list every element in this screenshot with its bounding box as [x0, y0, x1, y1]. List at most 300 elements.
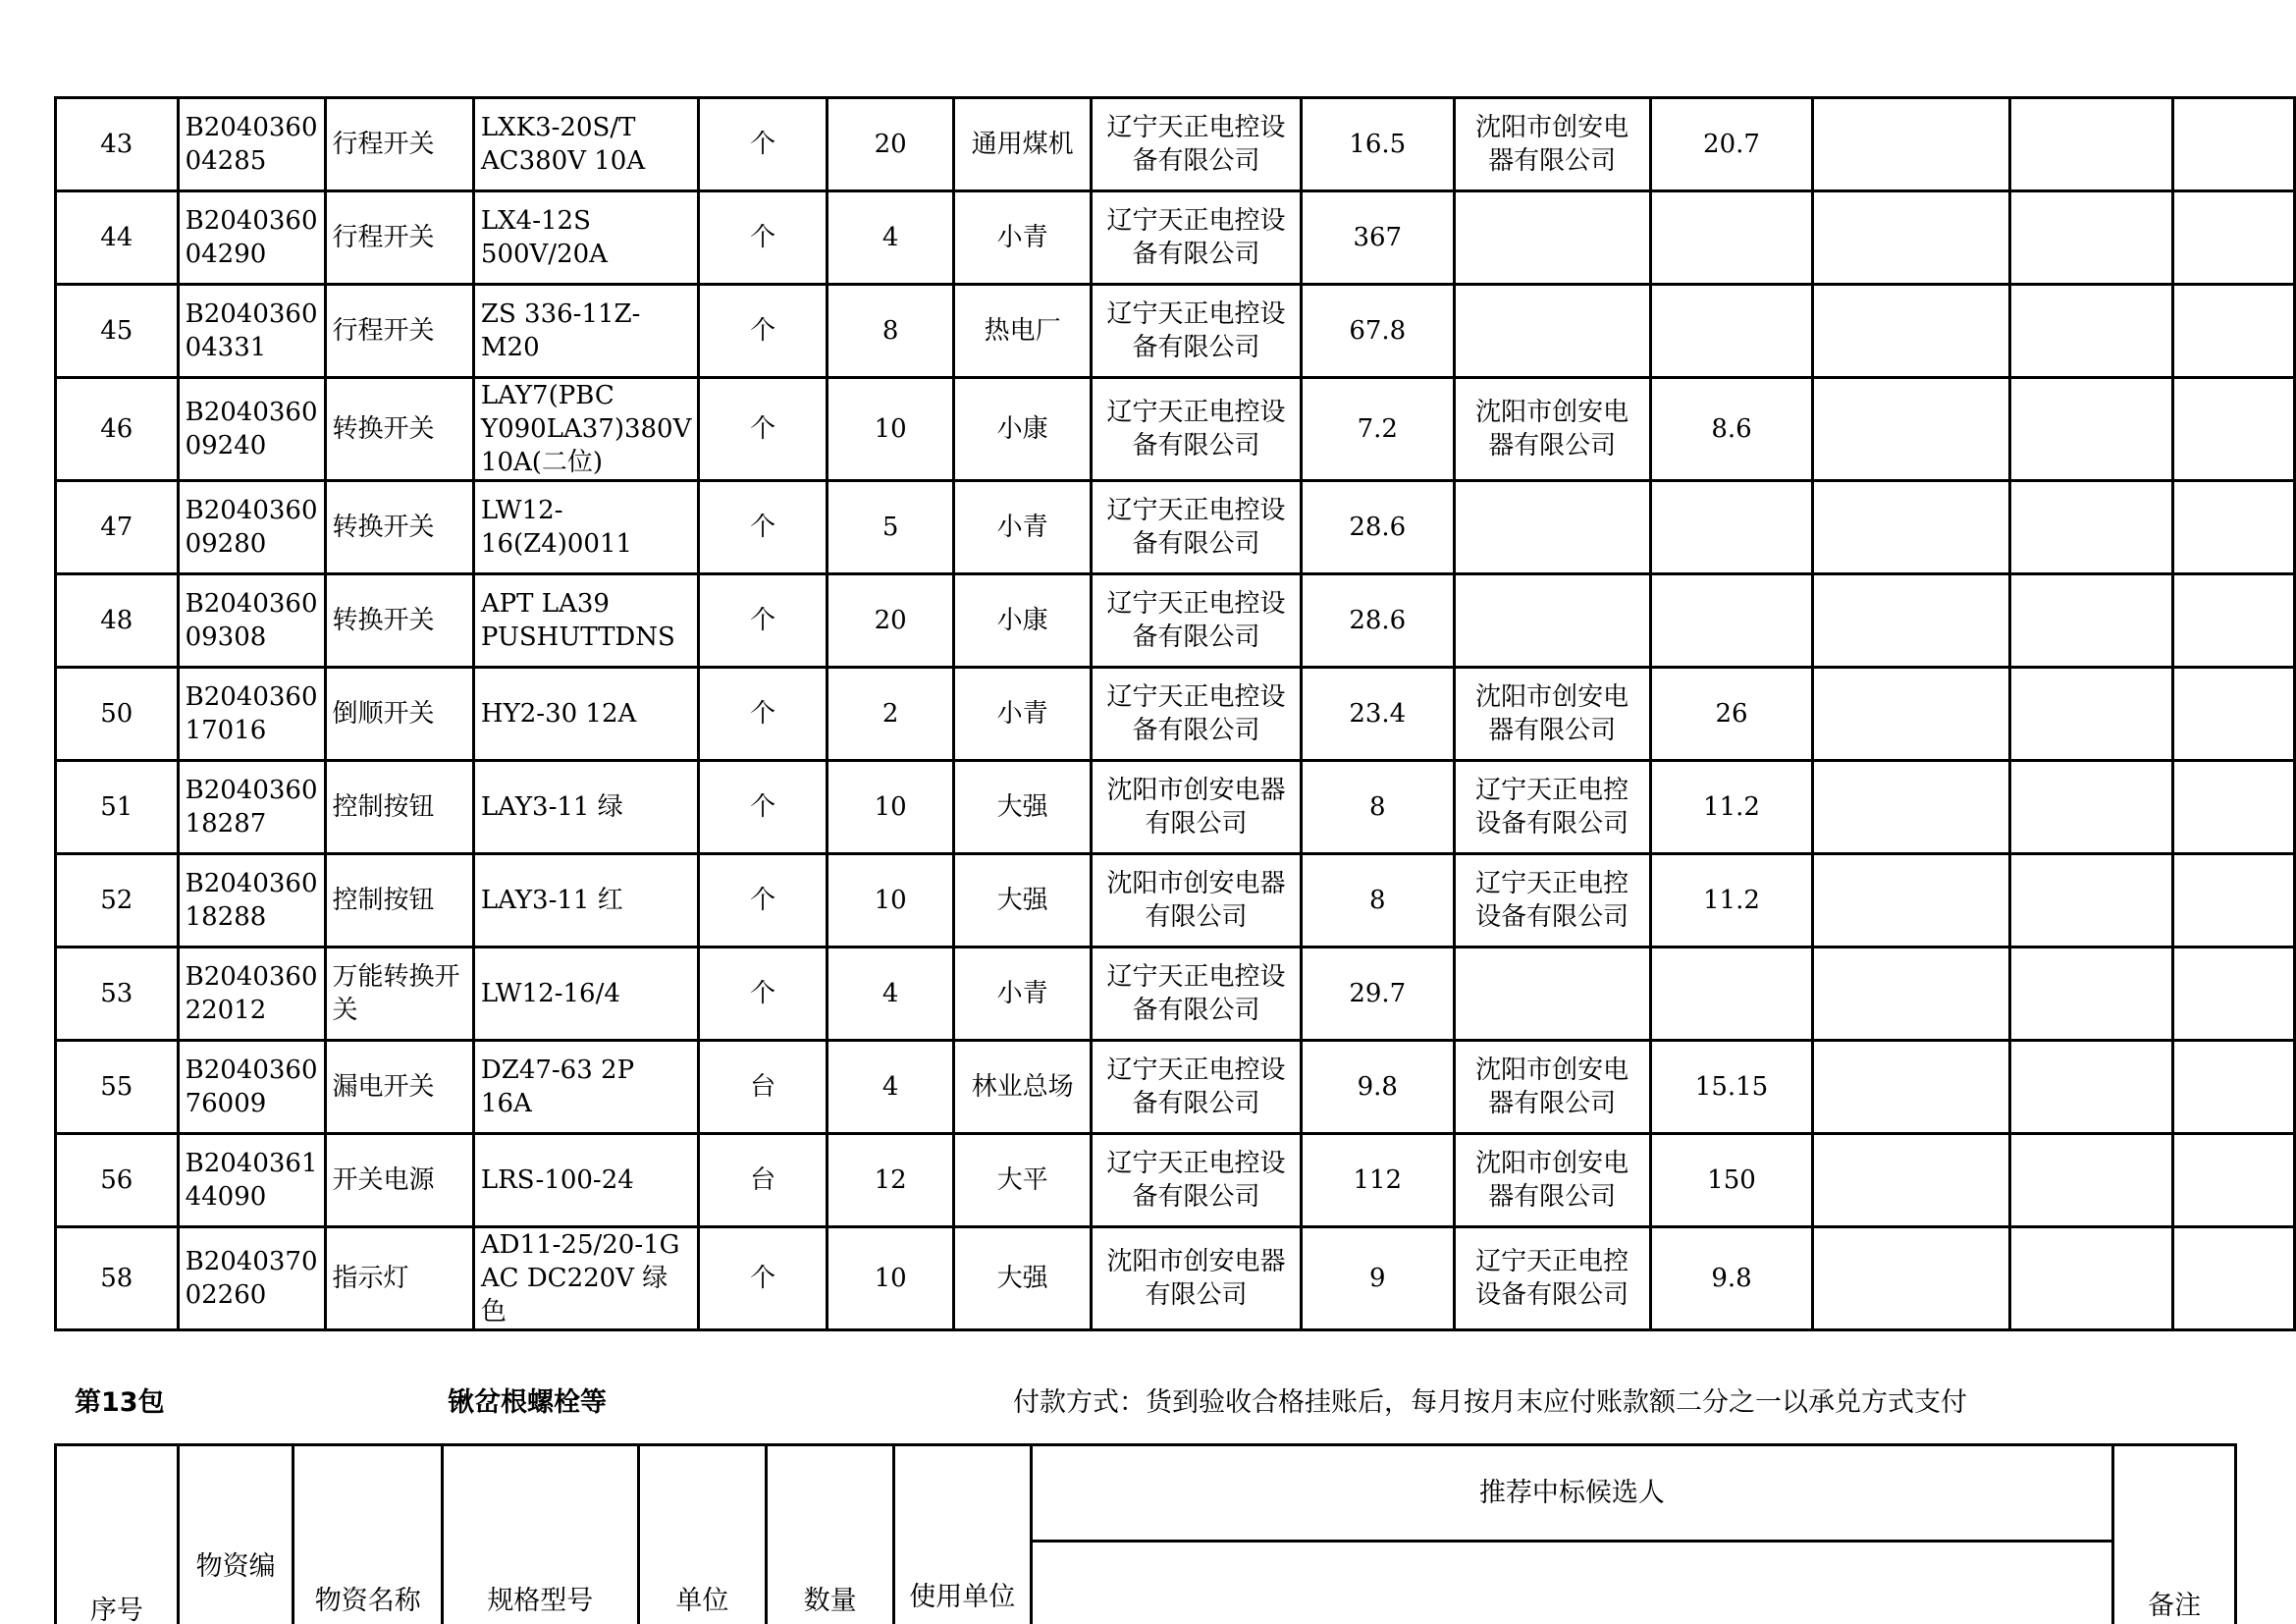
using-unit: 小青: [954, 668, 1091, 761]
header-index: 序号: [56, 1445, 179, 1624]
material-code: [178, 378, 325, 481]
material-code: [178, 668, 325, 761]
candidate-2: [1454, 1041, 1650, 1134]
price-2: 150: [1650, 1134, 1813, 1227]
row-index: 43: [56, 98, 179, 191]
quantity: 4: [827, 191, 954, 285]
using-unit: 小青: [954, 481, 1091, 574]
candidate-1-line: 备有限公司: [1132, 1182, 1260, 1212]
material-code-line: B2040361: [185, 1149, 318, 1178]
unit: 个: [699, 481, 828, 574]
quantity: 8: [827, 285, 954, 378]
candidate-3: [1813, 574, 2010, 668]
price-1: 28.6: [1302, 481, 1455, 574]
quantity: 20: [827, 574, 954, 668]
material-code: [178, 1041, 325, 1134]
spec-model-line: LAY3-11 绿: [480, 792, 623, 822]
price-2: 15.15: [1650, 1041, 1813, 1134]
candidate-1: [1091, 574, 1301, 668]
price-1: 112: [1302, 1134, 1455, 1227]
candidate-3: [1813, 285, 2010, 378]
price-3: [2010, 761, 2172, 854]
candidate-1: [1091, 1227, 1301, 1330]
table-row: [56, 191, 2295, 285]
material-code-line: 22012: [185, 996, 267, 1025]
material-code: [178, 854, 325, 947]
candidate-1-line: 辽宁天正电控设: [1106, 1056, 1286, 1085]
candidate-2-line: 设备有限公司: [1475, 902, 1629, 932]
using-unit: 大强: [954, 1227, 1091, 1330]
note: [2172, 481, 2295, 574]
table-row: [56, 1227, 2295, 1330]
price-3: [2010, 285, 2172, 378]
material-code-line: 04290: [185, 240, 267, 269]
table-row: [56, 1134, 2295, 1227]
spec-model-line: AC380V 10A: [480, 146, 646, 176]
spec-model: [473, 761, 698, 854]
material-name: 行程开关: [325, 98, 473, 191]
material-code-line: B2040370: [185, 1247, 318, 1276]
spec-model-line: LW12-: [480, 496, 563, 525]
row-index: 48: [56, 574, 179, 668]
table-row: [56, 668, 2295, 761]
unit: 个: [699, 98, 828, 191]
price-1: 9: [1302, 1227, 1455, 1330]
table-row: [56, 378, 2295, 481]
candidate-2-line: 器有限公司: [1488, 1182, 1617, 1212]
candidate-1-line: 备有限公司: [1132, 1089, 1260, 1118]
quantity: 5: [827, 481, 954, 574]
material-code-line: 04285: [185, 146, 267, 176]
unit: 个: [699, 854, 828, 947]
candidate-1: [1091, 98, 1301, 191]
candidate-2: [1454, 481, 1650, 574]
price-3: [2010, 191, 2172, 285]
candidate-1-line: 辽宁天正电控设: [1106, 682, 1286, 712]
note: [2172, 1134, 2295, 1227]
material-code-line: B2040360: [185, 869, 318, 898]
row-index: 47: [56, 481, 179, 574]
candidate-1-line: 备有限公司: [1132, 623, 1260, 652]
material-code-line: B2040360: [185, 113, 318, 142]
material-code: [178, 1227, 325, 1330]
candidate-1-line: 辽宁天正电控设: [1106, 589, 1286, 619]
candidate-3: [1813, 761, 2010, 854]
candidate-1: [1091, 1041, 1301, 1134]
header-qty: 数量: [767, 1445, 894, 1624]
note: [2172, 1227, 2295, 1330]
candidate-1-line: 辽宁天正电控设: [1106, 1149, 1286, 1178]
candidate-1-line: 沈阳市创安电器: [1106, 1247, 1286, 1276]
spec-model-line: DZ47-63 2P: [480, 1056, 635, 1085]
table-row: [56, 574, 2295, 668]
candidate-1: [1091, 947, 1301, 1041]
unit: 个: [699, 285, 828, 378]
candidate-1-line: 备有限公司: [1132, 529, 1260, 559]
candidate-1-line: 备有限公司: [1132, 240, 1260, 269]
quantity: 2: [827, 668, 954, 761]
material-name: 控制按钮: [325, 761, 473, 854]
candidate-2: [1454, 574, 1650, 668]
candidate-1: [1091, 378, 1301, 481]
row-index: 52: [56, 854, 179, 947]
candidate-1-line: 辽宁天正电控设: [1106, 206, 1286, 236]
price-2: 8.6: [1650, 378, 1813, 481]
candidate-1-line: 备有限公司: [1132, 996, 1260, 1025]
material-code-line: 02260: [185, 1280, 267, 1310]
material-code: [178, 481, 325, 574]
unit: 个: [699, 378, 828, 481]
candidate-1: [1091, 1134, 1301, 1227]
using-unit: 小康: [954, 378, 1091, 481]
next-table-header: [54, 1443, 2237, 1624]
payment-terms: 付款方式：货到验收合格挂账后，每月按月末应付账款额二分之一以承兑方式支付: [1013, 1387, 1967, 1418]
unit: 个: [699, 947, 828, 1041]
spec-model-line: LRS-100-24: [480, 1165, 634, 1195]
material-code: [178, 98, 325, 191]
material-name: 开关电源: [325, 1134, 473, 1227]
candidate-1-line: 备有限公司: [1132, 431, 1260, 460]
price-3: [2010, 854, 2172, 947]
material-name: 倒顺开关: [325, 668, 473, 761]
quantity: 4: [827, 1041, 954, 1134]
candidate-2-line: 沈阳市创安电: [1475, 1056, 1629, 1085]
spec-model: [473, 668, 698, 761]
price-1: 67.8: [1302, 285, 1455, 378]
price-2: 20.7: [1650, 98, 1813, 191]
material-code-line: 09308: [185, 623, 267, 652]
quantity: 4: [827, 947, 954, 1041]
package-number: 第13包: [75, 1387, 165, 1418]
table-row: [56, 1041, 2295, 1134]
using-unit: 大强: [954, 854, 1091, 947]
spec-model-line: 16A: [480, 1089, 532, 1118]
spec-model-line: LX4-12S: [480, 206, 591, 236]
note: [2172, 191, 2295, 285]
spec-model-line: AC DC220V 绿: [480, 1264, 668, 1293]
candidate-2: [1454, 1227, 1650, 1330]
material-code-line: 04331: [185, 333, 267, 362]
candidate-2: [1454, 98, 1650, 191]
header-user: 使用单位: [893, 1445, 1031, 1624]
material-code-line: B2040360: [185, 682, 318, 712]
table-row: [56, 947, 2295, 1041]
price-3: [2010, 481, 2172, 574]
candidate-1: [1091, 481, 1301, 574]
spec-model-line: 16(Z4)0011: [480, 529, 633, 559]
using-unit: 热电厂: [954, 285, 1091, 378]
note: [2172, 668, 2295, 761]
price-3: [2010, 574, 2172, 668]
table-row: [56, 481, 2295, 574]
quantity: 10: [827, 854, 954, 947]
using-unit: 通用煤机: [954, 98, 1091, 191]
spec-model: [473, 191, 698, 285]
spec-model-line: 色: [480, 1297, 507, 1326]
candidate-3: [1813, 947, 2010, 1041]
row-index: 45: [56, 285, 179, 378]
spec-model-line: LAY3-11 红: [480, 886, 623, 915]
price-2: [1650, 481, 1813, 574]
material-code: [178, 191, 325, 285]
candidate-3: [1813, 481, 2010, 574]
candidate-2-line: 沈阳市创安电: [1475, 113, 1629, 142]
candidate-1-line: 辽宁天正电控设: [1106, 398, 1286, 427]
note: [2172, 285, 2295, 378]
price-2: [1650, 191, 1813, 285]
material-code-line: 44090: [185, 1182, 267, 1212]
header-name: 物资名称: [294, 1445, 443, 1624]
price-3: [2010, 98, 2172, 191]
candidate-2: [1454, 668, 1650, 761]
row-index: 56: [56, 1134, 179, 1227]
candidate-2-line: 沈阳市创安电: [1475, 682, 1629, 712]
price-2: 26: [1650, 668, 1813, 761]
price-1: 8: [1302, 761, 1455, 854]
material-name: 行程开关: [325, 191, 473, 285]
using-unit: 小青: [954, 191, 1091, 285]
spec-model: [473, 378, 698, 481]
candidate-1-line: 备有限公司: [1132, 146, 1260, 176]
material-code: [178, 947, 325, 1041]
unit: 个: [699, 761, 828, 854]
using-unit: 林业总场: [954, 1041, 1091, 1134]
material-name: 转换开关: [325, 481, 473, 574]
candidate-3: [1813, 1041, 2010, 1134]
material-code-line: B2040360: [185, 398, 318, 427]
spec-model-line: LAY7(PBC: [480, 381, 614, 410]
spec-model-line: APT LA39: [480, 589, 610, 619]
row-index: 50: [56, 668, 179, 761]
table-row: [56, 854, 2295, 947]
spec-model-line: Y090LA37)380V: [480, 414, 692, 444]
candidate-1-line: 辽宁天正电控设: [1106, 113, 1286, 142]
spec-model: [473, 98, 698, 191]
spec-model-line: LW12-16/4: [480, 979, 620, 1008]
candidate-3: [1813, 1134, 2010, 1227]
candidate-3: [1813, 668, 2010, 761]
row-index: 46: [56, 378, 179, 481]
spec-model-line: 500V/20A: [480, 240, 608, 269]
spec-model-line: PUSHUTTDNS: [480, 623, 675, 652]
candidate-3: [1813, 191, 2010, 285]
candidate-1-line: 辽宁天正电控设: [1106, 496, 1286, 525]
spec-model-line: LXK3-20S/T: [480, 113, 636, 142]
using-unit: 大平: [954, 1134, 1091, 1227]
price-2: 11.2: [1650, 854, 1813, 947]
spec-model-line: 10A(二位): [480, 448, 604, 477]
candidate-1-line: 有限公司: [1145, 809, 1248, 839]
material-name: 转换开关: [325, 378, 473, 481]
row-index: 55: [56, 1041, 179, 1134]
note: [2172, 574, 2295, 668]
candidate-3: [1813, 98, 2010, 191]
candidate-3: [1813, 378, 2010, 481]
material-code-line: 17016: [185, 716, 267, 745]
price-1: 16.5: [1302, 98, 1455, 191]
price-1: 7.2: [1302, 378, 1455, 481]
using-unit: 大强: [954, 761, 1091, 854]
candidate-2: [1454, 285, 1650, 378]
candidate-2-line: 器有限公司: [1488, 431, 1617, 460]
table-row: [56, 285, 2295, 378]
material-code: [178, 285, 325, 378]
unit: 台: [699, 1041, 828, 1134]
candidate-1-line: 有限公司: [1145, 1280, 1248, 1310]
header-note: 备注: [2113, 1445, 2236, 1624]
spec-model: [473, 574, 698, 668]
candidate-1-line: 辽宁天正电控设: [1106, 299, 1286, 329]
material-code-line: B2040360: [185, 962, 318, 992]
material-name: 万能转换开关: [325, 947, 473, 1041]
candidate-2-line: 辽宁天正电控: [1475, 776, 1629, 805]
spec-model: [473, 1041, 698, 1134]
material-code-line: 09280: [185, 529, 267, 559]
price-2: 9.8: [1650, 1227, 1813, 1330]
candidate-1: [1091, 285, 1301, 378]
spec-model: [473, 854, 698, 947]
candidate-2-line: 器有限公司: [1488, 1089, 1617, 1118]
header-candidates: 推荐中标候选人: [1031, 1445, 2113, 1542]
row-index: 58: [56, 1227, 179, 1330]
spec-model: [473, 481, 698, 574]
price-1: 23.4: [1302, 668, 1455, 761]
price-3: [2010, 1134, 2172, 1227]
spec-model: [473, 1227, 698, 1330]
material-name: 转换开关: [325, 574, 473, 668]
quantity: 10: [827, 761, 954, 854]
table-row: [56, 98, 2295, 191]
candidate-2-line: 设备有限公司: [1475, 1280, 1629, 1310]
candidate-2-line: 器有限公司: [1488, 146, 1617, 176]
spec-model-line: AD11-25/20-1G: [480, 1230, 680, 1260]
material-name: 控制按钮: [325, 854, 473, 947]
unit: 个: [699, 574, 828, 668]
note: [2172, 947, 2295, 1041]
candidate-2: [1454, 378, 1650, 481]
unit: 个: [699, 191, 828, 285]
header-candidates-sub: [1031, 1542, 2113, 1624]
candidate-2-line: 辽宁天正电控: [1475, 869, 1629, 898]
spec-model-line: M20: [480, 333, 540, 362]
price-3: [2010, 1227, 2172, 1330]
candidate-2-line: 沈阳市创安电: [1475, 1149, 1629, 1178]
candidate-2-line: 设备有限公司: [1475, 809, 1629, 839]
price-2: 11.2: [1650, 761, 1813, 854]
candidate-3: [1813, 1227, 2010, 1330]
candidate-1: [1091, 761, 1301, 854]
candidate-2: [1454, 761, 1650, 854]
candidate-1: [1091, 854, 1301, 947]
candidate-2-line: 辽宁天正电控: [1475, 1247, 1629, 1276]
candidate-1-line: 沈阳市创安电器: [1106, 869, 1286, 898]
price-2: [1650, 947, 1813, 1041]
candidate-2: [1454, 947, 1650, 1041]
candidate-2-line: 器有限公司: [1488, 716, 1617, 745]
candidate-1: [1091, 191, 1301, 285]
candidate-1: [1091, 668, 1301, 761]
spec-model: [473, 947, 698, 1041]
price-2: [1650, 285, 1813, 378]
spec-model: [473, 1134, 698, 1227]
material-code: [178, 574, 325, 668]
material-code-line: B2040360: [185, 496, 318, 525]
note: [2172, 378, 2295, 481]
spec-model-line: ZS 336-11Z-: [480, 299, 641, 329]
unit: 个: [699, 1227, 828, 1330]
price-1: 29.7: [1302, 947, 1455, 1041]
row-index: 44: [56, 191, 179, 285]
quantity: 10: [827, 378, 954, 481]
material-code-line: 18287: [185, 809, 267, 839]
price-3: [2010, 378, 2172, 481]
price-1: 8: [1302, 854, 1455, 947]
material-code-line: B2040360: [185, 206, 318, 236]
material-code-line: B2040360: [185, 299, 318, 329]
candidate-1-line: 沈阳市创安电器: [1106, 776, 1286, 805]
unit: 个: [699, 668, 828, 761]
material-code-line: 09240: [185, 431, 267, 460]
candidate-1-line: 备有限公司: [1132, 716, 1260, 745]
price-1: 367: [1302, 191, 1455, 285]
candidate-2: [1454, 191, 1650, 285]
material-code-line: 18288: [185, 902, 267, 932]
candidate-1-line: 辽宁天正电控设: [1106, 962, 1286, 992]
table-row: [56, 761, 2295, 854]
price-1: 28.6: [1302, 574, 1455, 668]
candidate-3: [1813, 854, 2010, 947]
material-code-line: 76009: [185, 1089, 267, 1118]
note: [2172, 761, 2295, 854]
price-3: [2010, 668, 2172, 761]
header-spec: 规格型号: [443, 1445, 638, 1624]
material-name: 行程开关: [325, 285, 473, 378]
material-code: [178, 1134, 325, 1227]
quantity: 20: [827, 98, 954, 191]
header-code: 物资编: [178, 1445, 294, 1624]
candidate-2-line: 沈阳市创安电: [1475, 398, 1629, 427]
bid-table: [54, 96, 2296, 1331]
spec-model: [473, 285, 698, 378]
candidate-1-line: 备有限公司: [1132, 333, 1260, 362]
using-unit: 小康: [954, 574, 1091, 668]
header-unit: 单位: [638, 1445, 767, 1624]
material-name: 指示灯: [325, 1227, 473, 1330]
note: [2172, 98, 2295, 191]
row-index: 53: [56, 947, 179, 1041]
note: [2172, 1041, 2295, 1134]
material-code-line: B2040360: [185, 776, 318, 805]
candidate-2: [1454, 1134, 1650, 1227]
material-name: 漏电开关: [325, 1041, 473, 1134]
material-code-line: B2040360: [185, 1056, 318, 1085]
candidate-1-line: 有限公司: [1145, 902, 1248, 932]
note: [2172, 854, 2295, 947]
using-unit: 小青: [954, 947, 1091, 1041]
quantity: 10: [827, 1227, 954, 1330]
quantity: 12: [827, 1134, 954, 1227]
candidate-2: [1454, 854, 1650, 947]
package-title: 锹岔根螺栓等: [448, 1387, 607, 1418]
price-3: [2010, 947, 2172, 1041]
material-code-line: B2040360: [185, 589, 318, 619]
price-1: 9.8: [1302, 1041, 1455, 1134]
unit: 台: [699, 1134, 828, 1227]
row-index: 51: [56, 761, 179, 854]
price-3: [2010, 1041, 2172, 1134]
material-code: [178, 761, 325, 854]
spec-model-line: HY2-30 12A: [480, 699, 637, 729]
